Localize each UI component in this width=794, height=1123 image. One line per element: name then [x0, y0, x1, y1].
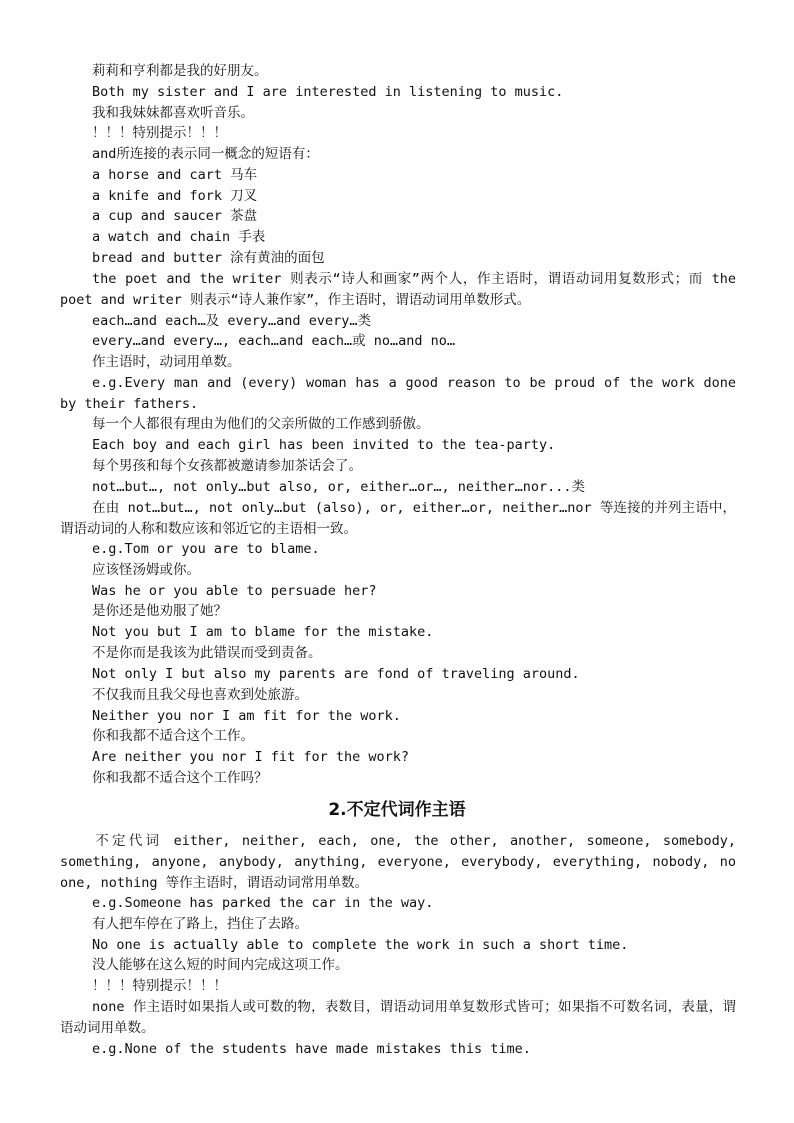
text-line: 莉莉和亨利都是我的好朋友。 [92, 63, 268, 79]
text-line: a horse and cart 马车 [92, 167, 258, 183]
text-line: every…and every…, each…and each…或 no…and no… [92, 333, 455, 349]
paragraph-text: e.g.Every man and (every) woman has a good reason to be proud of the work done by their fathers. [60, 375, 736, 412]
paragraph [60, 831, 736, 893]
text-line: 每个男孩和每个女孩都被邀请参加茶话会了。 [92, 458, 362, 474]
paragraph [60, 269, 736, 311]
text-line: No one is actually able to complete the work in such a short time. [92, 937, 629, 953]
text-line: not…but…, not only…but also, or, either…or…, neither…nor...类 [92, 479, 586, 495]
text-line: 作主语时，动词用单数。 [92, 354, 241, 370]
paragraph-text: 不定代词 either, neither, each, one, the other, another, someone, somebody, something, anyone, anybody, anything, everyone, everybody, everything, nobody, no one, nothing 等作主语时，谓语动词常用单数。 [60, 833, 736, 891]
paragraph-text: 在由 not…but…, not only…but (also), or, either…or, neither…nor 等连接的并列主语中，谓语动词的人称和数应该和邻近它的主语相一致。 [60, 500, 736, 537]
text-line: 你和我都不适合这个工作。 [92, 728, 254, 744]
text-line: 不是你而是我该为此错误而受到责备。 [92, 645, 322, 661]
paragraph-text: none 作主语时如果指人或可数的物，表数目，谓语动词用单复数形式皆可；如果指不可数名词，表量，谓语动词用单数。 [60, 999, 736, 1036]
text-line: e.g.Someone has parked the car in the way. [92, 895, 434, 911]
paragraph [60, 997, 736, 1039]
text-line: a watch and chain 手表 [92, 229, 266, 245]
text-line: Not you but I am to blame for the mistake. [92, 624, 434, 640]
text-line: 你和我都不适合这个工作吗？ [92, 770, 268, 786]
text-line: 没人能够在这么短的时间内完成这项工作。 [92, 957, 349, 973]
paragraph [60, 498, 736, 540]
text-line: bread and butter 涂有黄油的面包 [92, 250, 325, 266]
text-line: Neither you nor I am fit for the work. [92, 708, 401, 724]
text-line: 每一个人都很有理由为他们的父亲所做的工作感到骄傲。 [92, 416, 430, 432]
text-line: Are neither you nor I fit for the work? [92, 749, 409, 765]
text-line: Each boy and each girl has been invited to the tea-party. [92, 437, 556, 453]
text-line: 应该怪汤姆或你。 [92, 562, 200, 578]
text-line: e.g.None of the students have made mistakes this time. [92, 1041, 531, 1057]
special-note: ！！！特别提示！！！ [92, 125, 227, 141]
text-line: e.g.Tom or you are to blame. [92, 541, 320, 557]
text-line: 有人把车停在了路上，挡住了去路。 [92, 916, 308, 932]
paragraph [60, 373, 736, 415]
text-line: each…and each…及 every…and every…类 [92, 313, 371, 329]
text-line: a knife and fork 刀叉 [92, 188, 258, 204]
text-line: Was he or you able to persuade her? [92, 583, 377, 599]
text-line: 我和我妹妹都喜欢听音乐。 [92, 105, 254, 121]
text-line: and所连接的表示同一概念的短语有： [92, 146, 319, 162]
special-note: ！！！特别提示！！！ [92, 978, 227, 994]
text-line: Both my sister and I are interested in listening to music. [92, 84, 564, 100]
text-line: a cup and saucer 茶盘 [92, 208, 258, 224]
paragraph-text: the poet and the writer 则表示“诗人和画家”两个人，作主语时，谓语动词用复数形式；而 the poet and writer 则表示“诗人兼作家”，作主语时，谓语动词用单数形式。 [60, 271, 736, 308]
text-line: 是你还是他劝服了她？ [92, 603, 227, 619]
text-line: Not only I but also my parents are fond of traveling around. [92, 666, 580, 682]
text-line: 不仅我而且我父母也喜欢到处旅游。 [92, 687, 308, 703]
section-heading: 2.不定代词作主语 [328, 800, 466, 820]
